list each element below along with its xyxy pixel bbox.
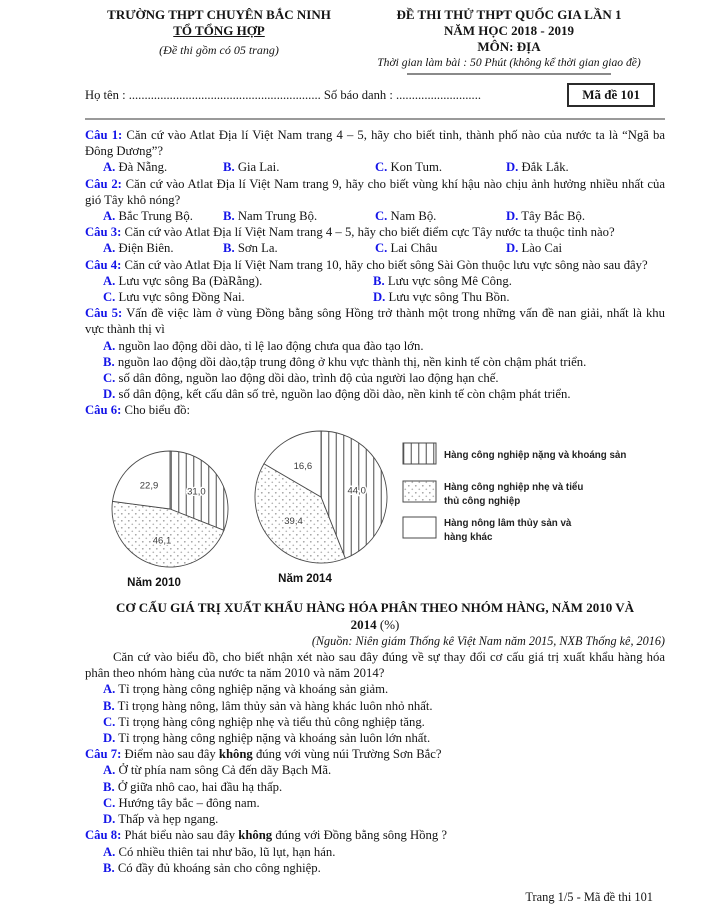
option-text: số dân động, kết cấu dân số trẻ, nguồn lao động dồi dào, nền kinh tế còn chậm phát triển. [115, 387, 571, 402]
pie-value-label: 39,4 [284, 515, 303, 527]
option-letter: D. [103, 812, 116, 827]
option-3-c [375, 240, 506, 256]
option-text: Bắc Trung Bộ. [115, 209, 193, 224]
option-text: Tỉ trọng hàng công nghiệp nặng và khoáng sản luôn lớn nhất. [115, 731, 431, 746]
option-letter: D. [506, 241, 519, 256]
option-letter: B. [373, 273, 385, 288]
option-text: Lưu vực sông Mê Công. [384, 273, 512, 288]
option-3-d [506, 240, 665, 256]
q6-chart-block [85, 421, 665, 649]
option-text: Điện Biên. [115, 241, 174, 256]
option-letter: C. [103, 795, 116, 810]
option-letter: D. [103, 387, 116, 402]
option-letter: D. [103, 731, 116, 746]
option-letter: B. [223, 209, 235, 224]
option-text: Sơn La. [234, 241, 278, 256]
question-number: Câu 7: [85, 747, 122, 762]
option-letter: B. [103, 860, 115, 875]
option-text: Đà Nẵng. [115, 160, 168, 175]
option-2-c [375, 208, 506, 224]
option-1-a [103, 159, 223, 175]
questions-list [85, 127, 665, 876]
duration: Thời gian làm bài : 50 Phút (không kể thời gian giao đề) [377, 56, 641, 69]
option-text: số dân đông, nguồn lao động dồi dào, trình độ của người lao động hạn chế. [115, 371, 499, 386]
chart-source: (Nguồn: Niên giám Thống kê Việt Nam năm 2015, NXB Thống kê, 2016) [311, 633, 665, 648]
option-text: Lào Cai [518, 241, 563, 256]
option-text: Tỉ trọng hàng công nghiệp nặng và khoáng sản giảm. [115, 682, 389, 697]
department-name: TỔ TỔNG HỢP [173, 23, 265, 38]
question-2 [85, 176, 665, 225]
option-text: Có đầy đủ khoáng sản cho công nghiệp. [114, 860, 321, 875]
legend-swatch-vertical-stripes [403, 443, 436, 464]
option-text: Tỉ trọng hàng nông, lâm thủy sản và hàng khác luôn nhỏ nhất. [114, 698, 433, 713]
legend-label: Hàng công nghiệp nặng và khoáng sản [444, 449, 627, 461]
question-number: Câu 8: [85, 828, 122, 843]
chart-legend [403, 443, 626, 543]
option-5-b [103, 354, 665, 370]
legend-label: thủ công nghiệp [444, 495, 521, 507]
header-exam-block [353, 7, 665, 75]
question-8 [85, 827, 665, 876]
option-letter: B. [103, 698, 115, 713]
option-text: Có nhiều thiên tai như bão, lũ lụt, hạn hán. [115, 844, 336, 859]
legend-swatch-plain-white [403, 517, 436, 538]
option-letter: A. [103, 160, 116, 175]
question-text: Câu 8: Phát biểu nào sau đây không đúng với Đồng bằng sông Hồng ? [85, 828, 447, 843]
options-1 [103, 159, 665, 175]
question-text: Câu 2: Căn cứ vào Atlat Địa lí Việt Nam trang 9, hãy cho biết vùng khí hậu nào chịu ảnh hưởng nhiều nhất của gió Tây khô nóng? [85, 176, 665, 207]
pie-year-label: Năm 2014 [278, 572, 332, 585]
header-separator [85, 118, 665, 120]
header-divider [407, 73, 611, 75]
option-text: nguồn lao động dồi dào,tập trung đông ở khu vực thành thị, nền kinh tế còn chậm phát triển. [114, 354, 587, 369]
option-letter: C. [103, 371, 116, 386]
pie-charts-figure [85, 421, 665, 595]
options-6 [103, 681, 665, 746]
options-8 [103, 844, 665, 876]
option-7-c [103, 795, 665, 811]
option-letter: A. [103, 682, 116, 697]
option-1-b [223, 159, 375, 175]
option-4-b [373, 273, 665, 289]
option-text: Tỉ trọng hàng công nghiệp nhẹ và tiểu thủ công nghiệp tăng. [115, 714, 425, 729]
option-letter: C. [375, 160, 388, 175]
pie-value-label: 44,0 [347, 485, 366, 497]
option-letter: C. [375, 209, 388, 224]
question-number: Câu 1: [85, 128, 123, 142]
option-5-d [103, 386, 665, 402]
student-name-field: Họ tên : ............................................................. [85, 88, 321, 102]
pie-value-label: 46,1 [152, 535, 172, 547]
question-text: Câu 3: Căn cứ vào Atlat Địa lí Việt Nam trang 4 – 5, hãy cho biết điểm cực Tây nước ta thuộc tỉnh nào? [85, 225, 615, 240]
question-number: Câu 3: [85, 225, 122, 240]
school-name: TRƯỜNG THPT CHUYÊN BẮC NINH [107, 7, 331, 22]
option-text: Nam Bộ. [387, 209, 437, 224]
option-letter: A. [103, 273, 116, 288]
pie-value-label: 31,0 [187, 486, 206, 498]
option-text: Ở từ phía nam sông Cả đến dãy Bạch Mã. [115, 763, 332, 778]
option-letter: A. [103, 844, 116, 859]
option-1-c [375, 159, 506, 175]
option-3-b [223, 240, 375, 256]
option-text: nguồn lao động dồi dào, tỉ lệ lao động chưa qua đào tạo lớn. [115, 338, 424, 353]
pie-year-label: Năm 2010 [127, 576, 181, 589]
option-text: Kon Tum. [387, 160, 442, 175]
options-5 [103, 338, 665, 403]
pie-năm-2014 [255, 431, 387, 585]
option-text: Ở giữa nhô cao, hai đầu hạ thấp. [114, 779, 283, 794]
option-text: Tây Bắc Bộ. [518, 209, 586, 224]
option-letter: B. [103, 779, 115, 794]
options-2 [103, 208, 665, 224]
option-letter: C. [103, 714, 116, 729]
question-number: Câu 5: [85, 306, 123, 321]
legend-label: Hàng công nghiệp nhẹ và tiểu [444, 481, 584, 493]
question-text: Câu 4: Căn cứ vào Atlat Địa lí Việt Nam trang 10, hãy cho biết sông Sài Gòn thuộc lưu vực sông nào sau đây? [85, 257, 648, 272]
question-5 [85, 305, 665, 402]
option-letter: D. [373, 290, 386, 305]
legend-label: hàng khác [444, 531, 493, 543]
option-5-a [103, 338, 665, 354]
question-continuation: Căn cứ vào biểu đồ, cho biết nhận xét nào sau đây đúng về sự thay đổi cơ cấu giá trị xuất khẩu hàng hóa phân theo nhóm hàng của nước ta năm 2010 và năm 2014? [85, 650, 665, 681]
option-4-c [103, 289, 373, 305]
question-number: Câu 4: [85, 257, 122, 272]
question-number: Câu 2: [85, 176, 122, 191]
option-text: Nam Trung Bộ. [234, 209, 318, 224]
student-info-row [85, 88, 665, 116]
options-4 [103, 273, 665, 305]
pages-note: (Đề thi gồm có 05 trang) [159, 43, 279, 57]
question-6 [85, 402, 665, 746]
option-text: Lai Châu [387, 241, 438, 256]
question-3 [85, 224, 665, 256]
option-text: Lưu vực sông Đồng Nai. [115, 290, 245, 305]
option-6-c [103, 714, 665, 730]
option-7-a [103, 762, 665, 778]
option-letter: D. [506, 209, 519, 224]
option-2-a [103, 208, 223, 224]
option-text: Đắk Lắk. [518, 160, 569, 175]
option-text: Thấp và hẹp ngang. [115, 812, 219, 827]
pie-value-label: 22,9 [139, 480, 159, 492]
option-letter: A. [103, 241, 116, 256]
legend-label: Hàng nông lâm thủy sản và [444, 517, 572, 529]
exam-title: ĐỀ THI THỬ THPT QUỐC GIA LẦN 1 [396, 7, 622, 22]
option-6-d [103, 730, 665, 746]
option-letter: D. [506, 160, 519, 175]
question-1 [85, 127, 665, 176]
chart-title: CƠ CẤU GIÁ TRỊ XUẤT KHẨU HÀNG HÓA PHÂN THEO NHÓM HÀNG, NĂM 2010 VÀ 2014 (%) [116, 599, 634, 632]
option-8-b [103, 860, 665, 876]
option-text: Gia Lai. [234, 160, 280, 175]
option-3-a [103, 240, 223, 256]
option-4-a [103, 273, 373, 289]
subject: MÔN: ĐỊA [477, 39, 541, 54]
options-3 [103, 240, 665, 256]
option-1-d [506, 159, 665, 175]
option-text: Lưu vực sông Thu Bồn. [385, 290, 510, 305]
question-text: Câu 5: Vấn đề việc làm ở vùng Đồng bằng sông Hồng trở thành một trong những vấn đề nan giải, nhất là khu vực thành thị vì [85, 306, 665, 337]
option-letter: B. [103, 354, 115, 369]
question-text: Câu 6: Cho biểu đồ: [85, 403, 191, 418]
option-7-b [103, 779, 665, 795]
page-header [85, 0, 665, 75]
option-6-b [103, 698, 665, 714]
option-letter: A. [103, 763, 116, 778]
options-7 [103, 762, 665, 827]
question-7 [85, 746, 665, 827]
option-2-d [506, 208, 665, 224]
option-6-a [103, 681, 665, 697]
question-4 [85, 257, 665, 306]
option-text: Lưu vực sông Ba (ĐàRằng). [115, 273, 263, 288]
option-letter: B. [223, 241, 235, 256]
question-number: Câu 6: [85, 403, 122, 418]
option-letter: C. [375, 241, 388, 256]
page-footer: Trang 1/5 - Mã đề thi 101 [525, 889, 653, 904]
option-letter: A. [103, 209, 116, 224]
option-text: Hướng tây bắc – đông nam. [115, 795, 260, 810]
option-4-d [373, 289, 665, 305]
option-letter: B. [223, 160, 235, 175]
legend-swatch-dots [403, 481, 436, 502]
option-letter: A. [103, 338, 116, 353]
option-7-d [103, 811, 665, 827]
header-school-block [85, 7, 353, 75]
pie-năm-2010 [112, 451, 228, 589]
option-5-c [103, 370, 665, 386]
question-text: Câu 1: Căn cứ vào Atlat Địa lí Việt Nam trang 4 – 5, hãy cho biết tỉnh, thành phố nào của nước ta là “Ngã ba Đông Dương”? [85, 128, 665, 159]
option-letter: C. [103, 290, 116, 305]
question-text: Câu 7: Điểm nào sau đây không đúng với vùng núi Trường Sơn Bắc? [85, 747, 442, 762]
option-8-a [103, 844, 665, 860]
option-2-b [223, 208, 375, 224]
pie-value-label: 16,6 [293, 460, 313, 472]
student-id-field: Số báo danh : ........................... [320, 88, 481, 102]
exam-code-box: Mã đề 101 [567, 83, 655, 107]
school-year: NĂM HỌC 2018 - 2019 [444, 23, 574, 38]
